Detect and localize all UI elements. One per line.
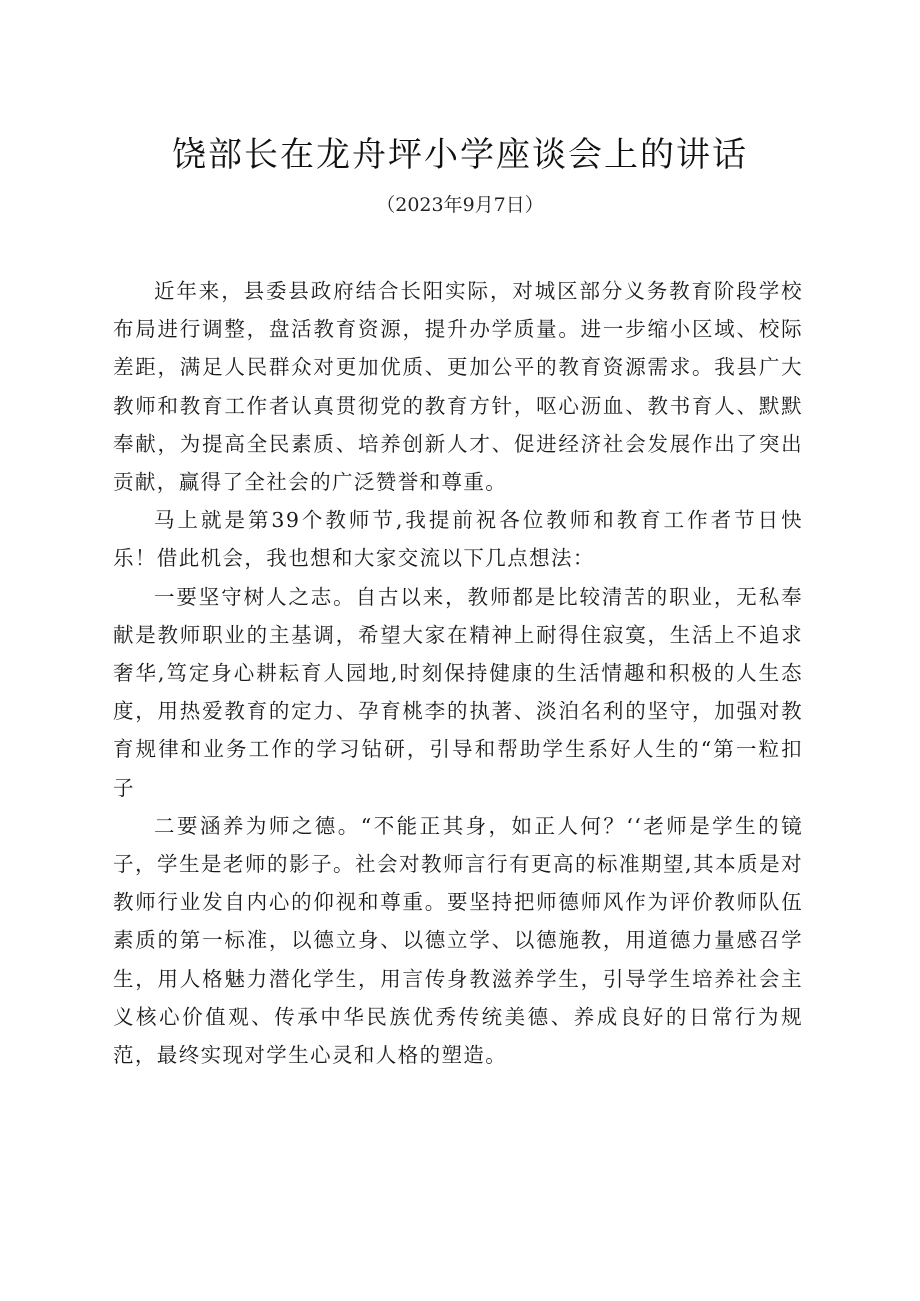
paragraph-intro: 近年来，县委县政府结合长阳实际，对城区部分义务教育阶段学校布局进行调整，盘活教育资源，提升办学质量。进一步缩小区域、校际差距，满足人民群众对更加优质、更加公平的教育资源需求。我县广大教师和教育工作者认真贯彻党的教育方针，呕心沥血、教书育人、默默奉献，为提高全民素质、培养创新人才、促进经济社会发展作出了突出贡献，赢得了全社会的广泛赞誉和尊重。	[113, 279, 803, 495]
document-body	[113, 272, 803, 1074]
paragraph-point-two: 二要涵养为师之德。“不能正其身，如正人何？‘‘老师是学生的镜子，学生是老师的影子。社会对教师言行有更高的标准期望,其本质是对教师行业发自内心的仰视和尊重。要坚持把师德师风作为评价教师队伍素质的第一标准，以德立身、以德立学、以德施教，用道德力量感召学生，用人格魅力潜化学生，用言传身教滋养学生，引导学生培养社会主义核心价值观、传承中华民族优秀传统美德、养成良好的日常行为规范，最终实现对学生心灵和人格的塑造。	[113, 813, 803, 1068]
paragraph-point-one: 一要坚守树人之志。自古以来，教师都是比较清苦的职业，无私奉献是教师职业的主基调，希望大家在精神上耐得住寂寞，生活上不追求奢华,笃定身心耕耘育人园地,时刻保持健康的生活情趣和积极的人生态度，用热爱教育的定力、孕育桃李的执著、淡泊名利的坚守，加强对教育规律和业务工作的学习钻研，引导和帮助学生系好人生的“第一粒扣子	[113, 584, 803, 800]
document-title: 饶部长在龙舟坪小学座谈会上的讲话	[172, 135, 748, 175]
document-date: （2023年9月7日）	[376, 194, 544, 216]
paragraph-teachers-day: 马上就是第39个教师节,我提前祝各位教师和教育工作者节日快乐！借此机会，我也想和大家交流以下几点想法：	[113, 508, 803, 571]
